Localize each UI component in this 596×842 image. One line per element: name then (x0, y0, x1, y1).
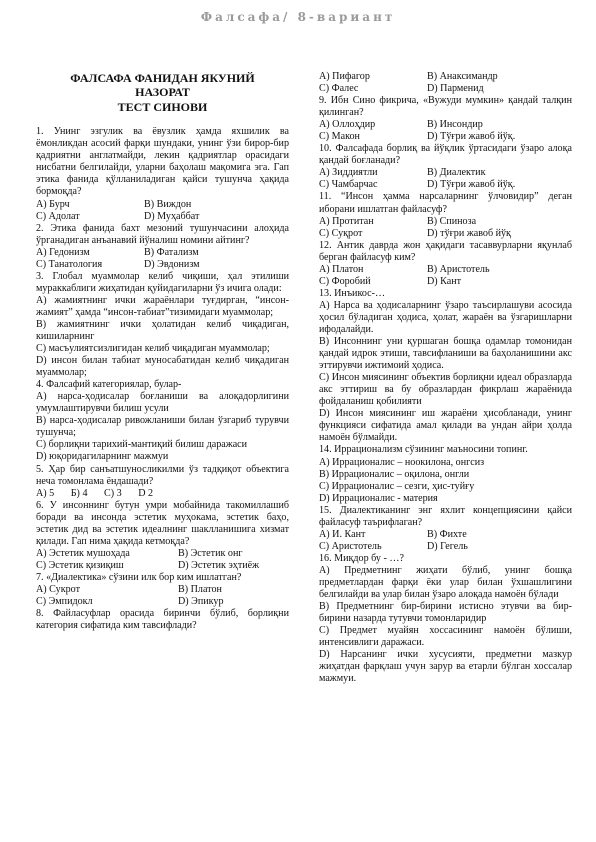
question-13-option-a: А) Нарса ва ҳодисаларнинг ўзаро таъсирлашуви асосида ҳосил бўладиган ҳодиса, ҳолат, жараён ва ўзгаришларни ифодалайди. (319, 299, 572, 335)
question-15-options (319, 529, 572, 553)
option: С) 3 (104, 487, 122, 499)
option: С) Форобий (319, 275, 371, 287)
question-16-option-b: В) Предметнинг бир-бирини истисно этувчи ва бир-бирини назарда тутувчи томонларидир (319, 601, 572, 625)
option: D 2 (138, 487, 154, 499)
question-13: 13. Инъикос-… (319, 287, 386, 299)
option: С) Чамбарчас (319, 179, 378, 191)
option: С) Фалес (319, 83, 359, 95)
question-3: 3. Глобал муаммолар келиб чиқиши, ҳал этилиши мураккаблиги жиҳатидан қуйидагиларни ўз ичига олади: (36, 270, 289, 294)
question-3-option-b: В) жамиятнинг ички ҳолатидан келиб чиқадиган, кишиларнинг (36, 318, 289, 343)
option: А) Бурч (36, 198, 70, 210)
question-5: 5. Ҳар бир санъатшуносликилми ўз тадқиқот объектига неча томонлама ёндашади? (36, 463, 289, 487)
question-4-option-b: В) нарса-ҳодисалар ривожланиши билан ўзгариб турувчи тушунча; (36, 415, 289, 439)
option: В) Эстетик онг (178, 547, 243, 559)
question-1-options (36, 199, 289, 223)
question-4-option-c: С) борлиқни тарихий-мантиқий билиш даражаси (36, 439, 248, 451)
option: А) Сукрот (36, 584, 80, 595)
option: А) Гедонизм (36, 246, 90, 258)
option: Б) 4 (70, 487, 88, 499)
option: В) Инсондир (427, 119, 483, 131)
option: В) Спиноза (427, 215, 477, 227)
title-line-3: ТЕСТ СИНОВИ (117, 99, 208, 114)
option: В) Фихте (427, 528, 467, 540)
question-1: 1. Унинг эзгулик ва ёвузлик ҳамда яхшилик ва ёмонликдан асосий фарқи шундаки, унинг ўзи бирор-бир қадриятни англатмайди, лекин қадриятлар орасидаги нисбатни белгилайди, уларни баҳолаш мақомига эга. Гап этика фанида қўлланиладиган қайси тушунча ҳақида бормоқда? (36, 126, 289, 198)
option: А) Эстетик мушоҳада (36, 547, 130, 559)
option: D) Муҳаббат (144, 210, 200, 222)
page-header: Фалсафа/ 8-вариант (200, 10, 396, 24)
question-13-option-d: D) Инсон миясининг иш жараёни ҳисобланади, унинг функцияси сифатида амал қилади ва ундан айри ҳолда намоён бўлмайди. (319, 408, 572, 444)
question-10: 10. Фалсафада борлиқ ва йўқлик ўртасидаги ўзаро алоқа қандай боғланади? (319, 143, 572, 167)
question-6: 6. У инсоннинг бутун умри мобайнида такомиллашиб боради ва инсонда эстетик муҳокама, эстетик баҳо, эстетик дид ва эстетик идеалнинг шаклланишига хизмат қилади. Гап нима ҳақида кетмоқда? (36, 499, 289, 547)
option: D) Тўғри жавоб йўқ. (427, 179, 516, 191)
question-16-option-c: С) Предмет муайян хоссасининг намоён бўлиши, интенсивлиги даражаси. (319, 625, 572, 649)
option: В) Фатализм (144, 246, 199, 258)
question-13-option-c: С) Инсон миясининг объектив борлиқни идеал образларда акс эттириш ва бу образлардан фикрлаш жараёнида фойдаланиш қобилияти (319, 372, 572, 408)
option: С) Суқрот (319, 227, 363, 239)
option: D) Тўғри жавоб йўқ. (427, 131, 516, 143)
question-16-option-a: А) Предметнинг жиҳати бўлиб, унинг бошқа предметлардан фарқи ёки улар билан ўхшашлигини белгилайди ва улар билан ўзаро алоқада намоён бўлади (319, 564, 572, 601)
option: А) Протитан (319, 215, 374, 227)
option: А) Пифагор (319, 71, 370, 82)
option: А) 5 (36, 487, 55, 499)
question-11: 11. “Инсон ҳамма нарсаларнинг ўлчовидир” деган иборани ишлатган файласуф? (319, 191, 572, 215)
right-column (319, 71, 572, 685)
question-7: 7. «Диалектика» сўзини илк бор ким ишлатган? (36, 571, 242, 583)
question-13-option-b: В) Инсоннинг уни қуршаган бошқа одамлар томонидан қандай идрок этиши, тавсифланиши ва баҳоланишини акс эттирувчи ижтимоий ҳодиса. (319, 336, 572, 372)
question-8: 8. Файласуфлар орасида биринчи бўлиб, борлиқни категория сифатида ким тавсифлади? (36, 608, 289, 632)
option: А) Оллоҳдир (319, 119, 376, 131)
question-6-options (36, 548, 289, 572)
option: D) Эстетик эҳтиёж (178, 559, 260, 571)
option: В) Диалектик (427, 167, 486, 179)
question-3-option-a: А) жамиятнинг ички жараёнлари туғдирган, “инсон- жамият” ҳамда “инсон-табиат”тизимидаги муаммолар; (36, 294, 289, 318)
question-3-option-c: С) масъулиятсизлигидан келиб чиқадиган муаммолар; (36, 343, 270, 355)
option: В) Платон (178, 584, 222, 595)
option: D) Эвдонизм (144, 258, 200, 270)
option: D) Эпикур (178, 596, 224, 608)
question-16-option-d: D) Нарсанинг ички хусусияти, предметни мазкур жиҳатдан фарқлаш учун зарур ва етарли бўлган хоссалар мажмуи. (319, 649, 572, 685)
question-14-option-a: А) Иррационалис – ноокилона, онгсиз (319, 456, 485, 468)
question-3-option-d: D) инсон билан табиат муносабатидан келиб чиқадиган муаммолар; (36, 355, 289, 379)
question-12: 12. Антик даврда жон ҳақидаги тасаввурларни яқунлаб берган файласуф ким? (319, 239, 572, 263)
option: А) Зиддиятли (319, 167, 378, 179)
question-8-options (319, 71, 572, 95)
option: В) Виждон (144, 198, 192, 210)
option: С) Аристотель (319, 540, 382, 552)
option: В) Анаксимандр (427, 71, 498, 82)
question-14: 14. Иррационализм сўзининг маъносини топинг. (319, 444, 528, 456)
option: С) Макон (319, 131, 360, 143)
question-2: 2. Этика фанида бахт мезоний тушунчасини алоҳида ўрганадиган анъанавий йўналиш номини айтинг? (36, 222, 289, 246)
question-2-options (36, 247, 289, 271)
question-12-options (319, 264, 572, 288)
question-4-option-d: D) юқоридагиларнинг мажмуи (36, 451, 169, 463)
question-4: 4. Фалсафий категориялар, булар- (36, 379, 182, 391)
left-column (36, 71, 289, 632)
option: D) тўғри жавоб йўқ (427, 227, 511, 239)
question-16: 16. Миқдор бу - …? (319, 552, 404, 564)
option: В) Аристотель (427, 263, 490, 275)
question-14-option-c: С) Иррационалис – сезги, ҳис-туйғу (319, 480, 475, 492)
title-line-1: ФАЛСАФА ФАНИДАН ЯКУНИЙ (70, 71, 255, 85)
question-14-option-b: В) Иррационалис – оқилона, онгли (319, 468, 470, 480)
option: С) Адолат (36, 210, 80, 222)
document-title (36, 71, 289, 114)
question-15: 15. Диалектиканинг энг яхлит концепциясини қайси файласуф таърифлаган? (319, 504, 572, 528)
question-10-options (319, 167, 572, 191)
option: С) Танатология (36, 258, 103, 270)
option: А) Платон (319, 263, 364, 275)
question-11-options (319, 216, 572, 240)
question-9: 9. Ибн Сино фикрича, «Вужуди мумкин» қандай талқин қилинган? (319, 95, 572, 119)
option: С) Эстетик қизиқиш (36, 559, 124, 571)
option: D) Гегель (427, 540, 468, 552)
option: С) Эмпидокл (36, 596, 93, 608)
title-line-2: НАЗОРАТ (135, 85, 190, 100)
question-7-options (36, 584, 289, 608)
question-14-option-d: D) Иррационалис - материя (319, 492, 438, 504)
question-9-options (319, 119, 572, 143)
option: D) Кант (427, 275, 462, 287)
option: А) И. Кант (319, 528, 366, 540)
option: D) Парменид (427, 83, 484, 95)
question-5-options (36, 488, 289, 500)
question-4-option-a: А) нарса-ҳодисалар боғланиши ва алоқадорлигини умумлаштирувчи билиш усули (36, 391, 289, 415)
